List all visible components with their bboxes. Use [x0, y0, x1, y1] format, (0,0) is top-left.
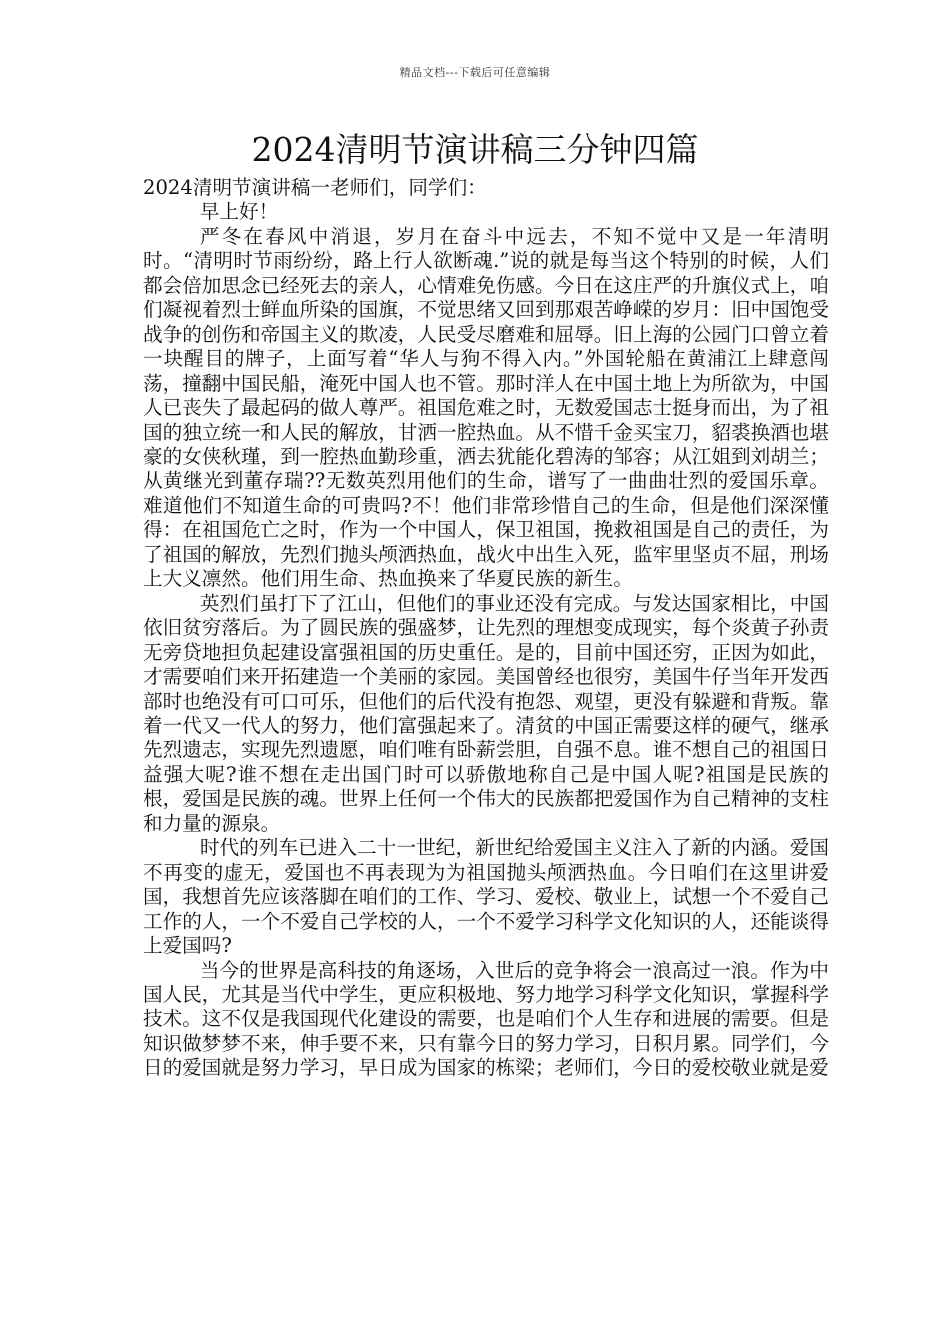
document-body [143, 176, 829, 1081]
document-title: 2024清明节演讲稿三分钟四篇 [251, 130, 699, 169]
greeting: 早上好！ [199, 200, 279, 224]
paragraph: 当今的世界是高科技的角逐场，入世后的竞争将会一浪高过一浪。作为中国人民，尤其是当代中学生，更应积极地、努力地学习科学文化知识，掌握科学技术。这不仅是我国现代化建设的需要，也是咱们个人生存和进展的需要。但是知识做梦梦不来，伸手要不来，只有靠今日的努力学习，日积月累。同学们，今日的爱国就是努力学习，早日成为国家的栋梁；老师们，今日的爱校敬业就是爱 [143, 958, 829, 1080]
paragraph: 时代的列车已进入二十一世纪，新世纪给爱国主义注入了新的内涵。爱国不再变的虚无，爱国也不再表现为为祖国抛头颅洒热血。今日咱们在这里讲爱国，我想首先应该落脚在咱们的工作、学习、爱校、敬业上，试想一个不爱自己工作的人，一个不爱自己学校的人，一个不爱学习科学文化知识的人，还能谈得上爱国吗? [143, 836, 829, 958]
page-header-watermark: 精品文档---下载后可任意编辑 [399, 66, 551, 79]
paragraph: 英烈们虽打下了江山，但他们的事业还没有完成。与发达国家相比，中国依旧贫穷落后。为了圆民族的强盛梦，让先烈的理想变成现实，每个炎黄子孙责无旁贷地担负起建设富强祖国的历史重任。是的，目前中国还穷，正因为如此，才需要咱们来开拓建造一个美丽的家园。美国曾经也很穷，美国牛仔当年开发西部时也绝没有可口可乐，但他们的后代没有抱怨、观望，更没有躲避和背叛。靠着一代又一代人的努力，他们富强起来了。清贫的中国正需要这样的硬气，继承先烈遗志，实现先烈遗愿，咱们唯有卧薪尝胆，自强不息。谁不想自己的祖国日益强大呢?谁不想在走出国门时可以骄傲地称自己是中国人呢?祖国是民族的根，爱国是民族的魂。世界上任何一个伟大的民族都把爱国作为自己精神的支柱和力量的源泉。 [143, 591, 829, 835]
salutation: 2024清明节演讲稿一老师们，同学们： [143, 176, 487, 199]
paragraph: 严冬在春风中消退，岁月在奋斗中远去，不知不觉中又是一年清明时。“清明时节雨纷纷，路上行人欲断魂.”说的就是每当这个特别的时候，人们都会倍加思念已经死去的亲人，心情难免伤感。今日在这庄严的升旗仪式上，咱们凝视着烈士鲜血所染的国旗，不觉思绪又回到那艰苦峥嵘的岁月：旧中国饱受战争的创伤和帝国主义的欺凌，人民受尽磨难和屈辱。旧上海的公园门口曾立着一块醒目的牌子，上面写着“华人与狗不得入内。”外国轮船在黄浦江上肆意闯荡，撞翻中国民船，淹死中国人也不管。那时洋人在中国土地上为所欲为，中国人已丧失了最起码的做人尊严。祖国危难之时，无数爱国志士挺身而出，为了祖国的独立统一和人民的解放，甘洒一腔热血。从不惜千金买宝刀，貂裘换酒也堪豪的女侠秋瑾，到一腔热血勤珍重，洒去犹能化碧涛的邹容；从江姐到刘胡兰；从黄继光到董存瑞??无数英烈用他们的生命，谱写了一曲曲壮烈的爱国乐章。难道他们不知道生命的可贵吗?不！他们非常珍惜自己的生命，但是他们深深懂得：在祖国危亡之时，作为一个中国人，保卫祖国，挽救祖国是自己的责任，为了祖国的解放，先烈们抛头颅洒热血，战火中出生入死，监牢里坚贞不屈，刑场上大义凛然。他们用生命、热血换来了华夏民族的新生。 [143, 224, 829, 591]
